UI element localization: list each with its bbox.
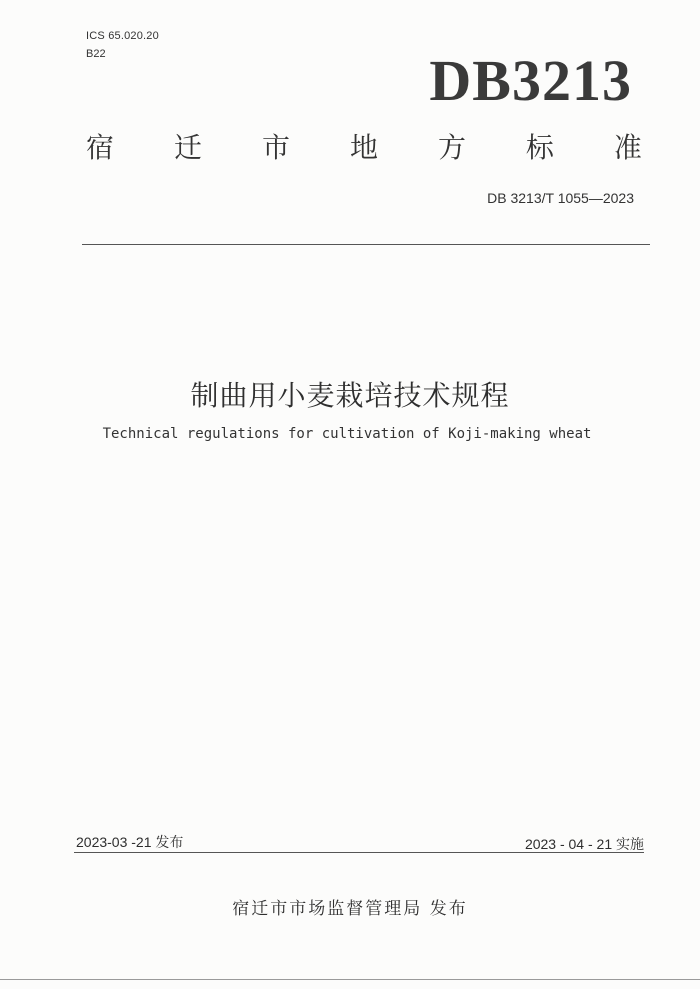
standard-type-char: 迁 (173, 131, 202, 164)
standard-type-char: 地 (349, 131, 378, 164)
standard-type-char: 方 (437, 131, 466, 164)
footer-divider (74, 852, 644, 853)
implement-date: 2023 - 04 - 21 实施 (524, 836, 644, 852)
standard-type-char: 市 (261, 131, 290, 164)
standard-number: DB 3213/T 1055—2023 (487, 190, 634, 206)
standard-type-char: 标 (525, 131, 554, 164)
standard-type-char: 准 (613, 131, 642, 164)
standard-type (86, 131, 642, 164)
document-title-english: Technical regulations for cultivation of Koji-making wheat (102, 426, 592, 442)
ics-code: ICS 65.020.20 (86, 30, 159, 42)
standard-type-char: 宿 (86, 131, 115, 164)
publisher: 宿迁市市场监督管理局 发布 (232, 899, 468, 919)
issue-date: 2023-03 -21 发布 (76, 834, 184, 850)
page-bottom-edge (0, 979, 700, 980)
standard-mark: DB3213 (429, 48, 632, 113)
classification-code: B22 (86, 48, 106, 60)
document-title-chinese: 制曲用小麦栽培技术规程 (190, 379, 510, 412)
header-divider (82, 244, 650, 245)
